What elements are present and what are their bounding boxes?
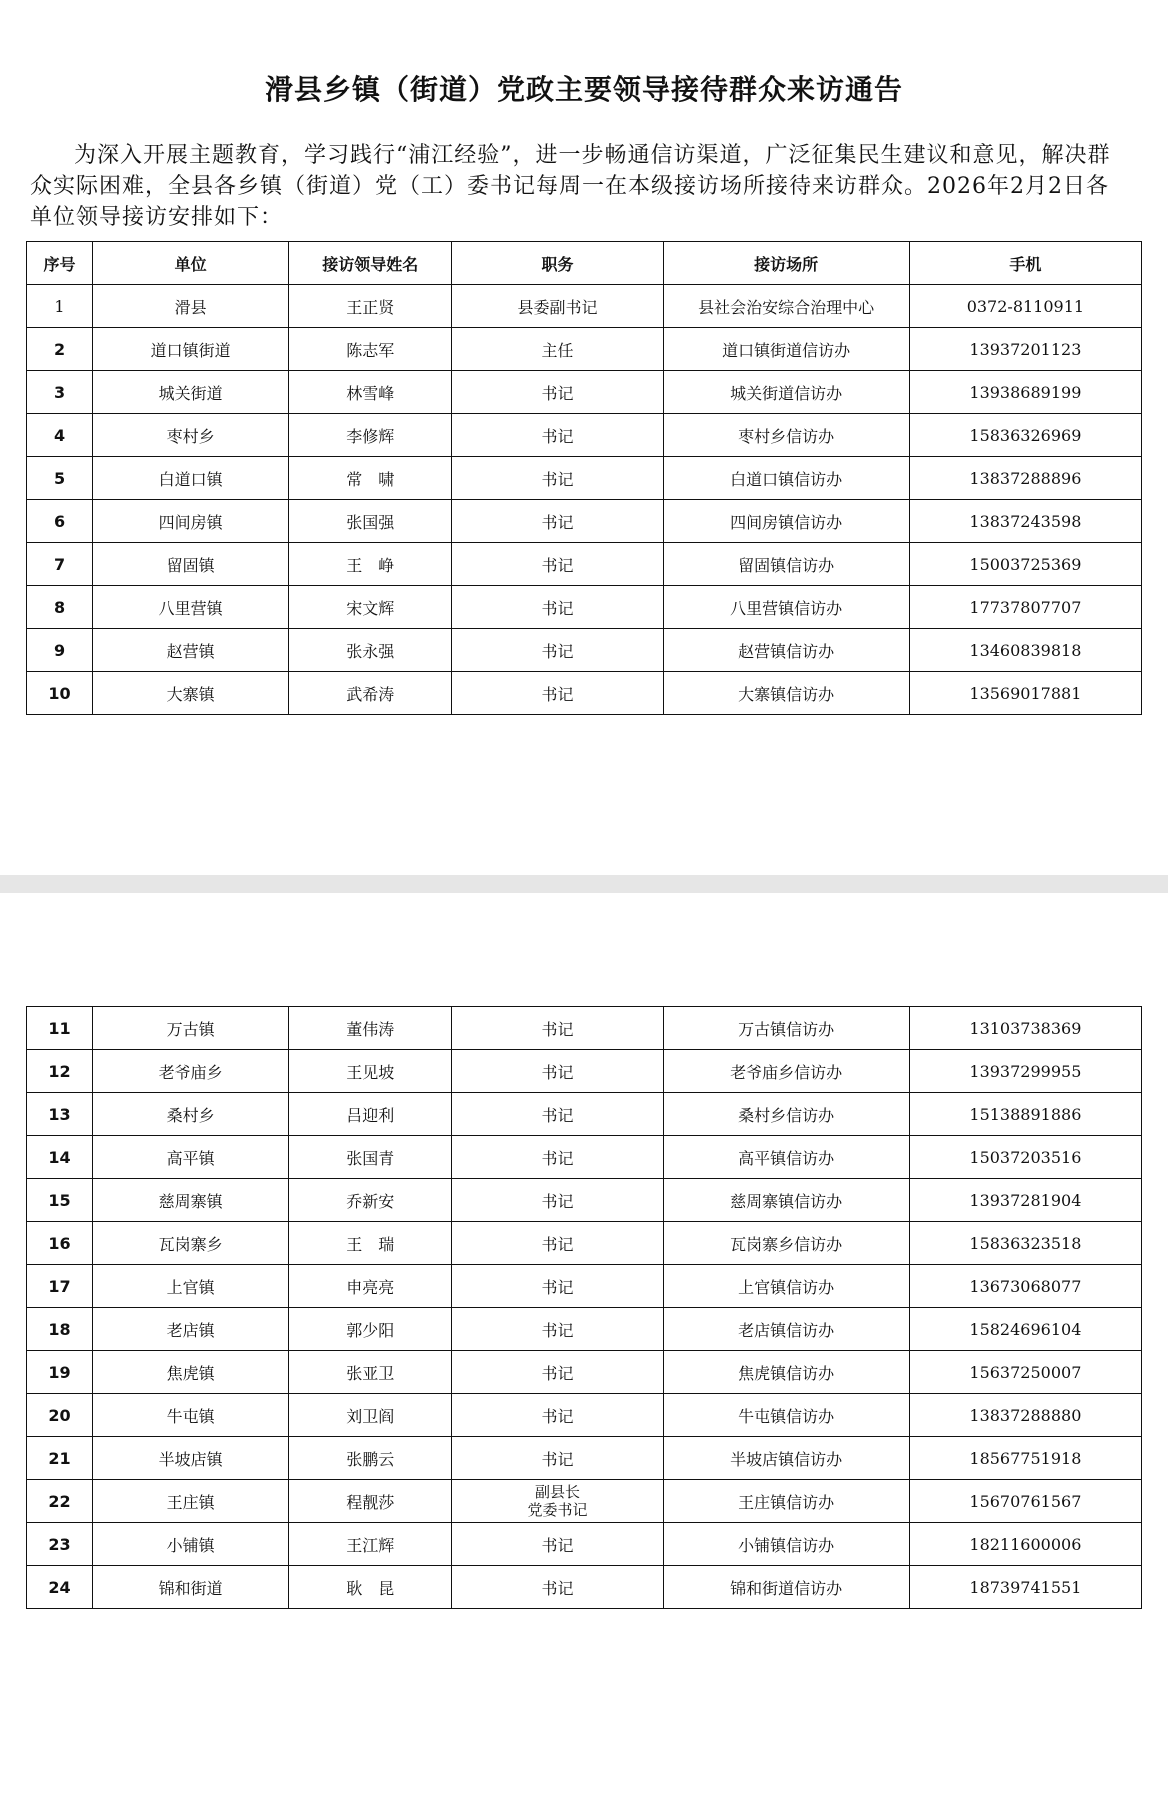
- row-position: 书记: [452, 1523, 663, 1566]
- intro-paragraph: [30, 140, 1118, 233]
- row-phone: 13569017881: [909, 672, 1141, 715]
- row-place: 上官镇信访办: [663, 1265, 909, 1308]
- table-row: [27, 1136, 1142, 1179]
- row-phone: 13937281904: [909, 1179, 1141, 1222]
- row-name: 武希涛: [289, 672, 452, 715]
- row-place: 城关街道信访办: [663, 371, 909, 414]
- row-no: 11: [27, 1007, 93, 1050]
- row-position: 书记: [452, 1179, 663, 1222]
- reception-table-part-2: [26, 1006, 1142, 1609]
- row-name: 刘卫阎: [289, 1394, 452, 1437]
- row-phone: 18739741551: [909, 1566, 1141, 1609]
- row-position: [452, 1480, 663, 1523]
- table-row: [27, 1351, 1142, 1394]
- row-name: 王见坡: [289, 1050, 452, 1093]
- row-position: 书记: [452, 1566, 663, 1609]
- row-place: 八里营镇信访办: [663, 586, 909, 629]
- table-row: [27, 285, 1142, 328]
- table-row: [27, 1265, 1142, 1308]
- row-position: 书记: [452, 457, 663, 500]
- row-unit: 万古镇: [93, 1007, 289, 1050]
- row-no: 12: [27, 1050, 93, 1093]
- row-unit: 锦和街道: [93, 1566, 289, 1609]
- row-position: 主任: [452, 328, 663, 371]
- table-row: [27, 543, 1142, 586]
- row-position-line-1: 副县长: [534, 1483, 580, 1501]
- table-row: [27, 457, 1142, 500]
- row-name: 王 瑞: [289, 1222, 452, 1265]
- reception-table-part-1: [26, 241, 1142, 715]
- row-phone: 0372-8110911: [909, 285, 1141, 328]
- row-place: 半坡店镇信访办: [663, 1437, 909, 1480]
- row-unit: 慈周寨镇: [93, 1179, 289, 1222]
- row-position: 书记: [452, 1351, 663, 1394]
- header-name: 接访领导姓名: [289, 242, 452, 285]
- row-no: 3: [27, 371, 93, 414]
- row-unit: 桑村乡: [93, 1093, 289, 1136]
- table-row: [27, 1523, 1142, 1566]
- row-place: 老爷庙乡信访办: [663, 1050, 909, 1093]
- row-phone: 13103738369: [909, 1007, 1141, 1050]
- row-phone: 15836326969: [909, 414, 1141, 457]
- row-unit: 大寨镇: [93, 672, 289, 715]
- row-name: 常 啸: [289, 457, 452, 500]
- page-separator: [0, 875, 1168, 893]
- row-no: 13: [27, 1093, 93, 1136]
- row-phone: 13938689199: [909, 371, 1141, 414]
- row-phone: 18567751918: [909, 1437, 1141, 1480]
- row-phone: 15670761567: [909, 1480, 1141, 1523]
- table-row: [27, 1093, 1142, 1136]
- row-place: 瓦岗寨乡信访办: [663, 1222, 909, 1265]
- row-unit: 半坡店镇: [93, 1437, 289, 1480]
- row-position: 书记: [452, 672, 663, 715]
- row-no: 14: [27, 1136, 93, 1179]
- row-phone: 13837288880: [909, 1394, 1141, 1437]
- row-phone: 13673068077: [909, 1265, 1141, 1308]
- table-row: [27, 1007, 1142, 1050]
- row-unit: 城关街道: [93, 371, 289, 414]
- row-no: 2: [27, 328, 93, 371]
- row-no: 17: [27, 1265, 93, 1308]
- row-name: 张国青: [289, 1136, 452, 1179]
- row-unit: 上官镇: [93, 1265, 289, 1308]
- row-position: 书记: [452, 1265, 663, 1308]
- row-place: 道口镇街道信访办: [663, 328, 909, 371]
- row-position: 书记: [452, 1136, 663, 1179]
- row-phone: 17737807707: [909, 586, 1141, 629]
- row-no: 23: [27, 1523, 93, 1566]
- row-name: 林雪峰: [289, 371, 452, 414]
- row-no: 7: [27, 543, 93, 586]
- row-name: 董伟涛: [289, 1007, 452, 1050]
- row-phone: 13937299955: [909, 1050, 1141, 1093]
- row-place: 桑村乡信访办: [663, 1093, 909, 1136]
- row-phone: 15836323518: [909, 1222, 1141, 1265]
- table-row: [27, 1050, 1142, 1093]
- table-row: [27, 672, 1142, 715]
- row-name: 程靓莎: [289, 1480, 452, 1523]
- row-name: 宋文辉: [289, 586, 452, 629]
- row-position: 书记: [452, 500, 663, 543]
- row-no: 24: [27, 1566, 93, 1609]
- row-no: 21: [27, 1437, 93, 1480]
- row-no: 4: [27, 414, 93, 457]
- row-no: 9: [27, 629, 93, 672]
- row-unit: 赵营镇: [93, 629, 289, 672]
- header-place: 接访场所: [663, 242, 909, 285]
- row-place: 县社会治安综合治理中心: [663, 285, 909, 328]
- row-no: 10: [27, 672, 93, 715]
- row-no: 20: [27, 1394, 93, 1437]
- row-place: 四间房镇信访办: [663, 500, 909, 543]
- table-row: [27, 1566, 1142, 1609]
- header-phone: 手机: [909, 242, 1141, 285]
- row-name: 张鹏云: [289, 1437, 452, 1480]
- table-row: [27, 1308, 1142, 1351]
- row-unit: 老爷庙乡: [93, 1050, 289, 1093]
- row-unit: 四间房镇: [93, 500, 289, 543]
- row-name: 张国强: [289, 500, 452, 543]
- row-name: 王江辉: [289, 1523, 452, 1566]
- row-position: 书记: [452, 1093, 663, 1136]
- table-row: [27, 1394, 1142, 1437]
- row-name: 申亮亮: [289, 1265, 452, 1308]
- row-no: 5: [27, 457, 93, 500]
- row-phone: 13937201123: [909, 328, 1141, 371]
- row-place: 锦和街道信访办: [663, 1566, 909, 1609]
- row-position: 书记: [452, 1437, 663, 1480]
- table-row: [27, 1179, 1142, 1222]
- row-place: 慈周寨镇信访办: [663, 1179, 909, 1222]
- row-phone: 15637250007: [909, 1351, 1141, 1394]
- row-name: 吕迎利: [289, 1093, 452, 1136]
- row-name: 耿 昆: [289, 1566, 452, 1609]
- row-no: 16: [27, 1222, 93, 1265]
- row-no: 19: [27, 1351, 93, 1394]
- row-phone: 15138891886: [909, 1093, 1141, 1136]
- row-position: 书记: [452, 629, 663, 672]
- row-place: 白道口镇信访办: [663, 457, 909, 500]
- row-phone: 13460839818: [909, 629, 1141, 672]
- row-unit: 王庄镇: [93, 1480, 289, 1523]
- row-name: 陈志军: [289, 328, 452, 371]
- row-no: 8: [27, 586, 93, 629]
- row-unit: 高平镇: [93, 1136, 289, 1179]
- table-row: [27, 1437, 1142, 1480]
- row-place: 牛屯镇信访办: [663, 1394, 909, 1437]
- row-unit: 留固镇: [93, 543, 289, 586]
- row-position: 书记: [452, 1050, 663, 1093]
- row-unit: 枣村乡: [93, 414, 289, 457]
- row-unit: 老店镇: [93, 1308, 289, 1351]
- table-row: [27, 371, 1142, 414]
- document-page-1: [0, 0, 1168, 875]
- row-position: 书记: [452, 371, 663, 414]
- row-position: 书记: [452, 1308, 663, 1351]
- row-place: 大寨镇信访办: [663, 672, 909, 715]
- row-place: 枣村乡信访办: [663, 414, 909, 457]
- row-phone: 15037203516: [909, 1136, 1141, 1179]
- row-position: 书记: [452, 543, 663, 586]
- row-name: 张亚卫: [289, 1351, 452, 1394]
- row-name: 郭少阳: [289, 1308, 452, 1351]
- row-name: 王 峥: [289, 543, 452, 586]
- row-place: 万古镇信访办: [663, 1007, 909, 1050]
- row-no: 15: [27, 1179, 93, 1222]
- row-position: 书记: [452, 1394, 663, 1437]
- table-row: [27, 1480, 1142, 1523]
- row-unit: 小铺镇: [93, 1523, 289, 1566]
- row-position: 书记: [452, 1222, 663, 1265]
- header-unit: 单位: [93, 242, 289, 285]
- row-unit: 道口镇街道: [93, 328, 289, 371]
- row-phone: 15824696104: [909, 1308, 1141, 1351]
- notice-title: 滑县乡镇（街道）党政主要领导接待群众来访通告: [264, 73, 903, 106]
- row-unit: 瓦岗寨乡: [93, 1222, 289, 1265]
- row-phone: 15003725369: [909, 543, 1141, 586]
- row-no: 18: [27, 1308, 93, 1351]
- row-unit: 滑县: [93, 285, 289, 328]
- table-row: [27, 414, 1142, 457]
- intro-text: 为深入开展主题教育，学习践行“浦江经验”，进一步畅通信访渠道，广泛征集民生建议和意见，解决群众实际困难，全县各乡镇（街道）党（工）委书记每周一在本级接访场所接待来访群众。2026年2月2日各单位领导接访安排如下：: [30, 143, 1111, 230]
- row-unit: 白道口镇: [93, 457, 289, 500]
- row-place: 高平镇信访办: [663, 1136, 909, 1179]
- table-header-row: [27, 242, 1142, 285]
- row-no: 22: [27, 1480, 93, 1523]
- row-name: 李修辉: [289, 414, 452, 457]
- row-phone: 13837243598: [909, 500, 1141, 543]
- row-name: 张永强: [289, 629, 452, 672]
- row-phone: 18211600006: [909, 1523, 1141, 1566]
- table-row: [27, 500, 1142, 543]
- row-place: 小铺镇信访办: [663, 1523, 909, 1566]
- row-place: 焦虎镇信访办: [663, 1351, 909, 1394]
- row-place: 赵营镇信访办: [663, 629, 909, 672]
- row-no: 1: [27, 285, 93, 328]
- row-phone: 13837288896: [909, 457, 1141, 500]
- table-row: [27, 1222, 1142, 1265]
- table-row: [27, 586, 1142, 629]
- row-unit: 八里营镇: [93, 586, 289, 629]
- row-unit: 牛屯镇: [93, 1394, 289, 1437]
- row-position: 书记: [452, 1007, 663, 1050]
- row-unit: 焦虎镇: [93, 1351, 289, 1394]
- row-name: 王正贤: [289, 285, 452, 328]
- row-position: 书记: [452, 586, 663, 629]
- row-position: 书记: [452, 414, 663, 457]
- row-position-line-2: 党委书记: [527, 1501, 588, 1519]
- header-position: 职务: [452, 242, 663, 285]
- row-place: 老店镇信访办: [663, 1308, 909, 1351]
- row-place: 留固镇信访办: [663, 543, 909, 586]
- table-row: [27, 328, 1142, 371]
- row-no: 6: [27, 500, 93, 543]
- row-place: 王庄镇信访办: [663, 1480, 909, 1523]
- row-position: 县委副书记: [452, 285, 663, 328]
- header-no: 序号: [27, 242, 93, 285]
- table-row: [27, 629, 1142, 672]
- row-name: 乔新安: [289, 1179, 452, 1222]
